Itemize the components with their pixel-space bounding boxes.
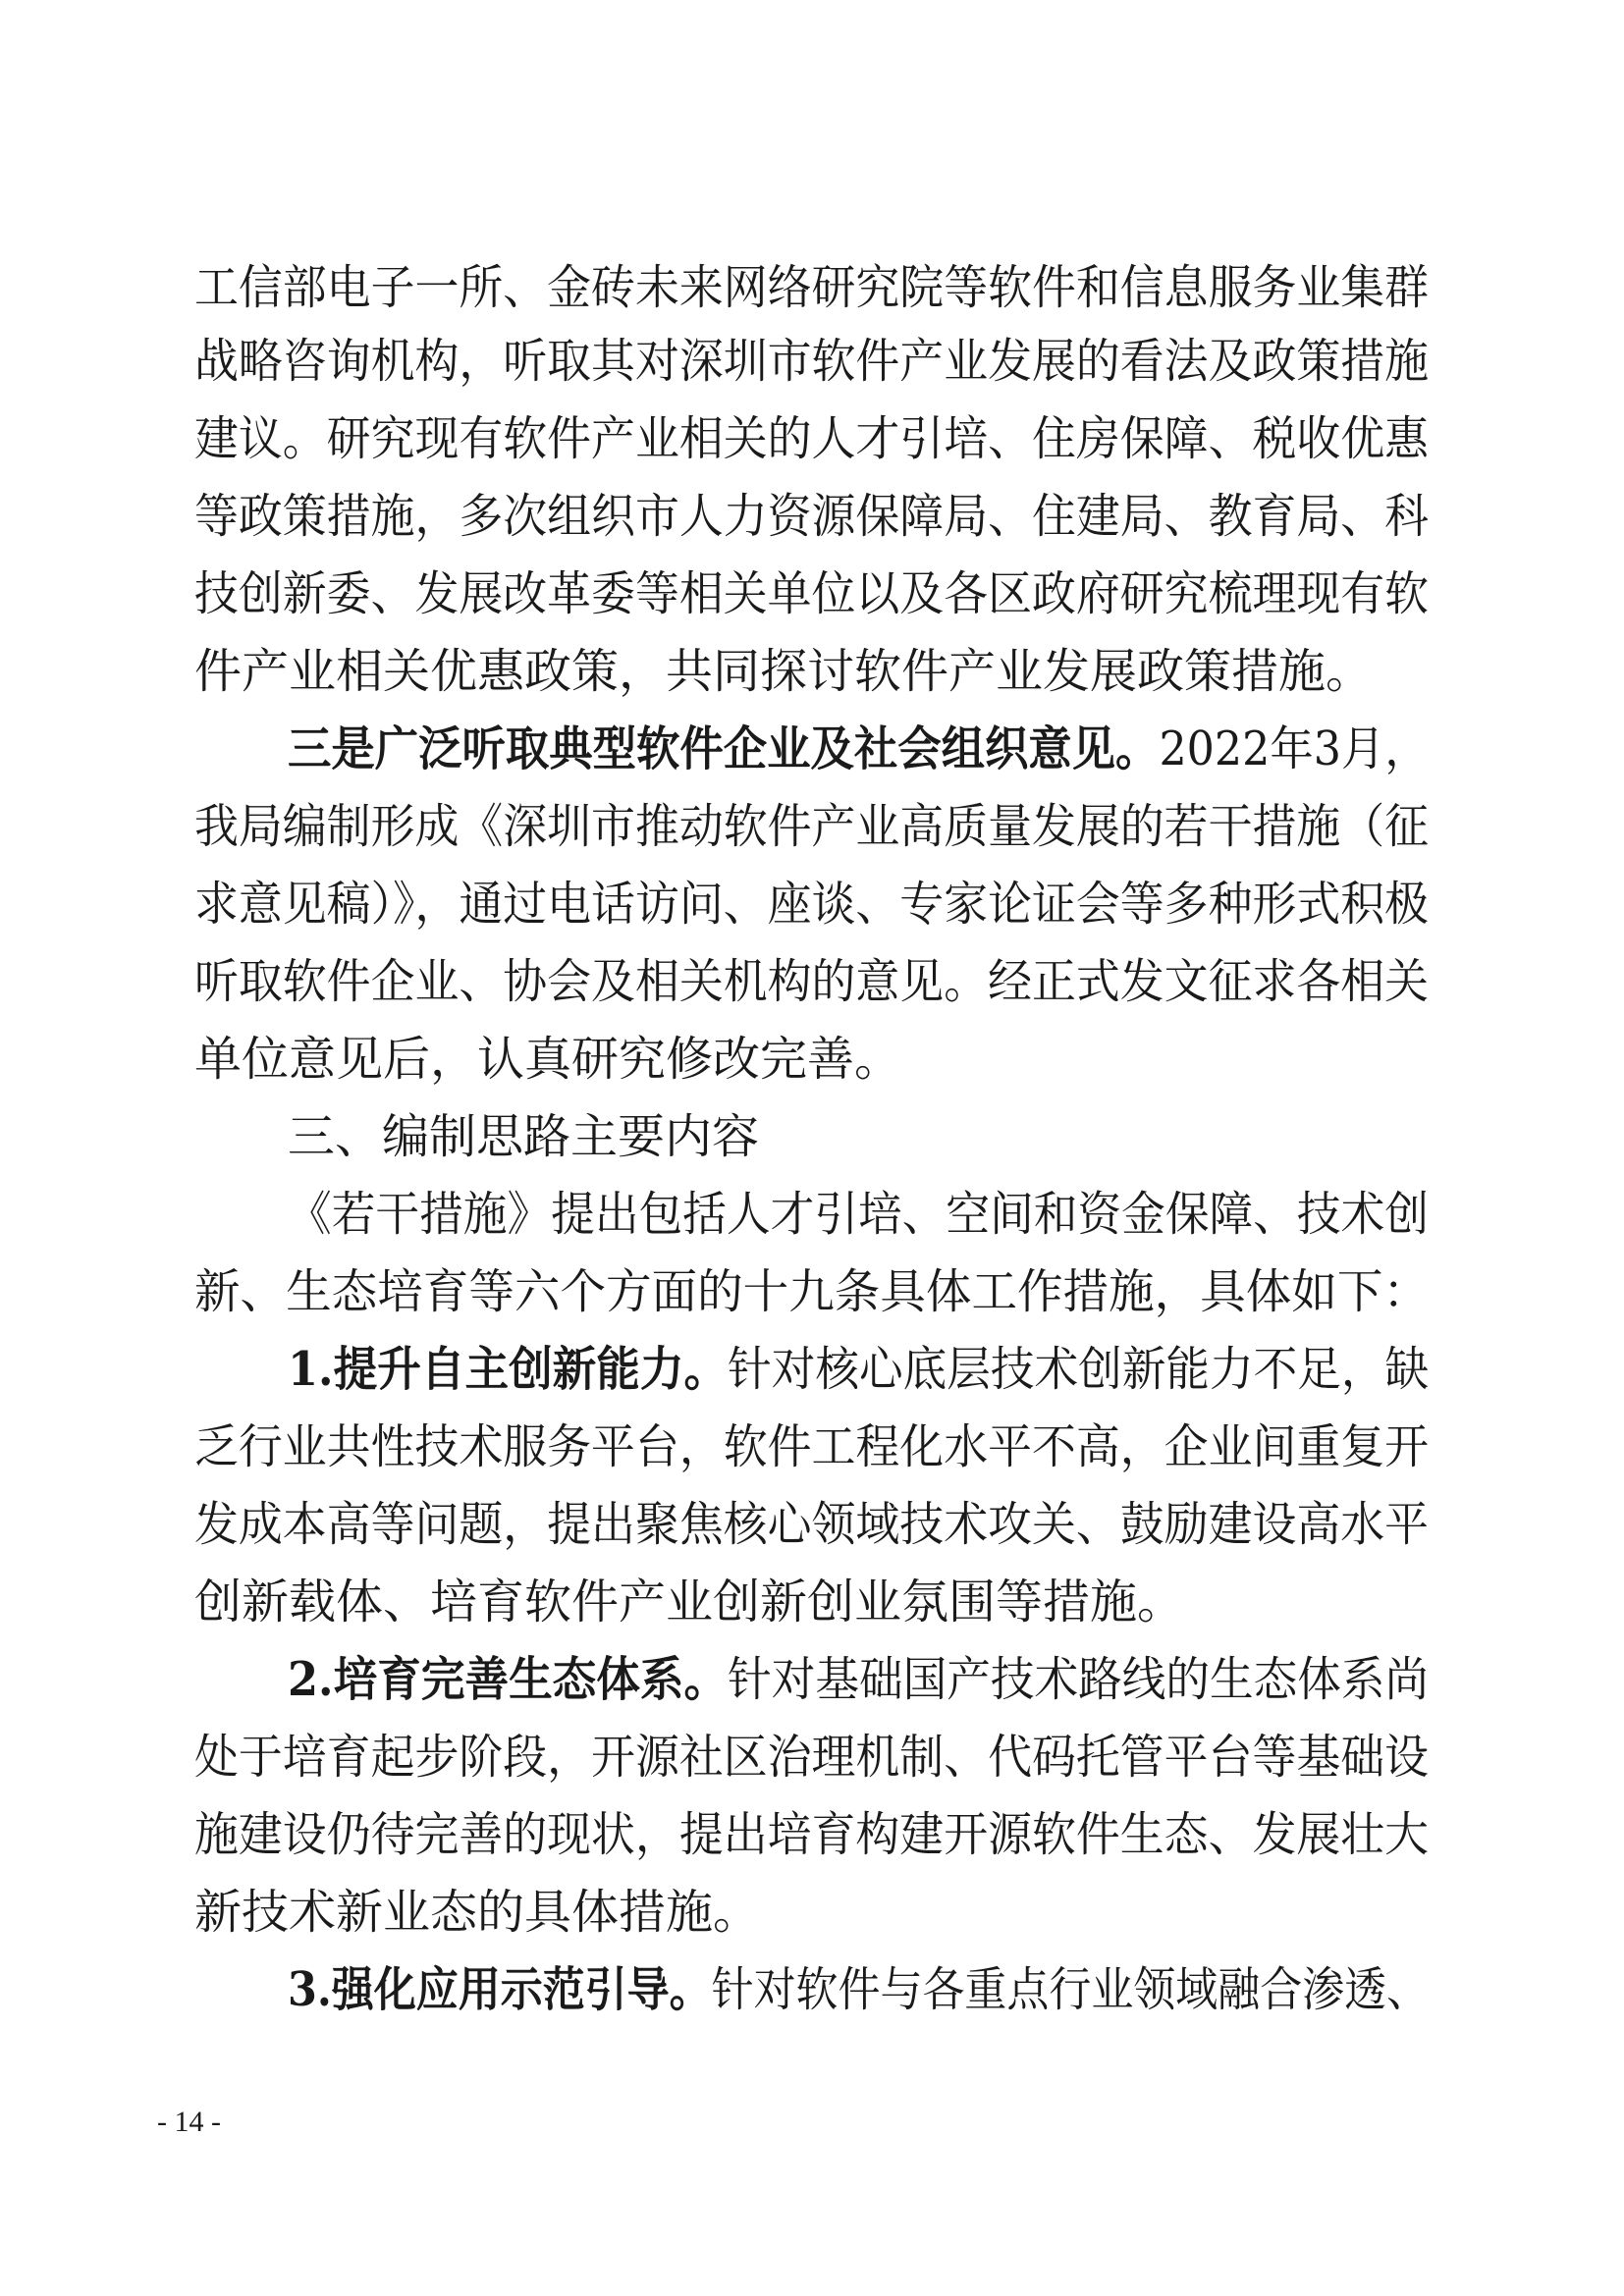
line-text: 创新载体、培育软件产业创新创业氛围等措施。 xyxy=(194,1575,1185,1629)
text-line xyxy=(194,487,1429,546)
line-text: 新技术新业态的具体措施。 xyxy=(194,1885,761,1940)
text-line xyxy=(288,1107,759,1166)
text-line xyxy=(194,952,1429,1011)
text-line xyxy=(194,1030,901,1089)
line-text: 针对核心底层技术创新能力不足，缺 xyxy=(728,1342,1430,1397)
bold-heading: 2.培育完善生态体系。 xyxy=(288,1652,729,1707)
line-text: 战略咨询机构，听取其对深圳市软件产业发展的看法及政策措施 xyxy=(194,334,1430,389)
text-line xyxy=(194,1728,1429,1787)
line-text: 单位意见后，认真研究修改完善。 xyxy=(194,1032,902,1087)
text-line xyxy=(194,1805,1429,1864)
line-text: 处于培育起步阶段，开源社区治理机制、代码托管平台等基础设 xyxy=(194,1730,1430,1785)
line-text: 针对基础国产技术路线的生态体系尚 xyxy=(728,1652,1430,1707)
line-text: 施建设仍待完善的现状，提出培育构建开源软件生态、发展壮大 xyxy=(194,1807,1430,1862)
line-text: 2022年3月， xyxy=(1159,721,1429,776)
line-text: 《若干措施》提出包括人才引培、空间和资金保障、技术创 xyxy=(288,1187,1430,1242)
page-number: - 14 - xyxy=(157,2106,221,2138)
line-text: 听取软件企业、协会及相关机构的意见。经正式发文征求各相关 xyxy=(194,954,1430,1009)
line-text: 求意见稿）》，通过电话访问、座谈、专家论证会等多种形式积极 xyxy=(194,877,1430,932)
text-line xyxy=(288,720,1429,778)
line-text: 针对软件与各重点行业领域融合渗透、 xyxy=(711,1962,1430,2017)
bold-heading: 三是广泛听取典型软件企业及社会组织意见。 xyxy=(288,721,1160,776)
line-text: 我局编制形成《深圳市推动软件产业高质量发展的若干措施（征 xyxy=(194,799,1430,854)
line-text: 乏行业共性技术服务平台，软件工程化水平不高，企业间重复开 xyxy=(194,1419,1430,1474)
line-text: 技创新委、发展改革委等相关单位以及各区政府研究梳理现有软 xyxy=(194,566,1430,621)
text-line xyxy=(288,1340,1429,1399)
line-text: 件产业相关优惠政策，共同探讨软件产业发展政策措施。 xyxy=(194,644,1374,699)
bold-heading: 3.强化应用示范引导。 xyxy=(288,1962,712,2017)
line-text: 建议。研究现有软件产业相关的人才引培、住房保障、税收优惠 xyxy=(194,411,1430,466)
text-line xyxy=(194,1262,1429,1321)
text-line xyxy=(194,797,1429,856)
text-line xyxy=(194,332,1429,391)
text-line xyxy=(194,1573,1184,1631)
text-line xyxy=(194,1417,1429,1476)
line-text: 工信部电子一所、金砖未来网络研究院等软件和信息服务业集群 xyxy=(194,260,1430,315)
text-line xyxy=(288,1650,1429,1709)
line-text: 新、生态培育等六个方面的十九条具体工作措施，具体如下： xyxy=(194,1264,1430,1319)
text-line xyxy=(194,875,1429,934)
line-text: 三、编制思路主要内容 xyxy=(288,1109,760,1164)
text-line xyxy=(194,1495,1429,1554)
text-line xyxy=(288,1185,1429,1244)
text-line xyxy=(194,1883,760,1942)
bold-heading: 1.提升自主创新能力。 xyxy=(288,1342,729,1397)
text-line xyxy=(194,409,1429,468)
text-line xyxy=(194,258,1429,317)
line-text: 发成本高等问题，提出聚焦核心领域技术攻关、鼓励建设高水平 xyxy=(194,1497,1430,1552)
text-line xyxy=(194,564,1429,623)
text-line xyxy=(288,1960,1429,2019)
line-text: 等政策措施，多次组织市人力资源保障局、住建局、教育局、科 xyxy=(194,489,1430,544)
text-line xyxy=(194,642,1373,701)
